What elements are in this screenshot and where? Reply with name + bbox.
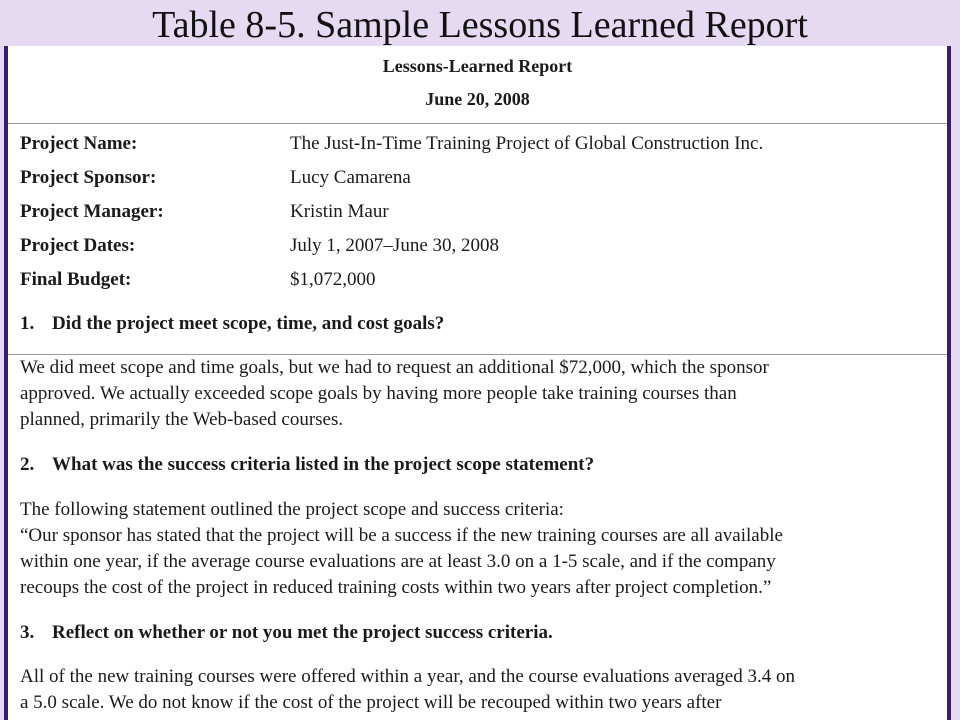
question-1-number: 1. [20,313,35,334]
answer-2-line: The following statement outlined the project scope and success criteria: [20,499,564,520]
lessons-learned-document [4,46,951,720]
answer-2 [20,497,935,601]
project-name-row [8,133,947,163]
answer-2-line: within one year, if the average course evaluations are at least 3.0 on a 1-5 scale, and if the company [20,551,776,572]
question-2-text: What was the success criteria listed in the project scope statement? [52,454,595,475]
project-dates-row [8,235,947,265]
report-title: Lessons-Learned Report [382,56,573,76]
project-manager-row [8,201,947,231]
question-2-number: 2. [20,454,35,475]
project-manager-label: Project Manager: [20,201,164,222]
project-sponsor-label: Project Sponsor: [20,167,157,188]
answer-1 [20,355,935,433]
final-budget-row [8,269,947,299]
final-budget-value: $1,072,000 [290,269,376,290]
project-manager-value: Kristin Maur [290,201,389,222]
question-3-number: 3. [20,622,35,643]
question-3-text: Reflect on whether or not you met the project success criteria. [52,622,553,643]
report-date: June 20, 2008 [425,89,530,109]
question-1-heading [20,313,444,335]
answer-2-line: recoups the cost of the project in reduced training costs within two years after project completion.” [20,577,772,598]
final-budget-label: Final Budget: [20,269,132,290]
answer-3-line: All of the new training courses were offered within a year, and the course evaluations averaged 3.4 on [20,666,795,687]
report-header [8,46,947,124]
project-dates-label: Project Dates: [20,235,136,256]
answer-1-line: approved. We actually exceeded scope goals by having more people take training courses than [20,383,737,404]
slide-title: Table 8-5. Sample Lessons Learned Report [152,4,808,46]
answer-3-line: a 5.0 scale. We do not know if the cost of the project will be recouped within two years after [20,692,722,713]
question-1-text: Did the project meet scope, time, and cost goals? [52,313,445,334]
answer-1-line: planned, primarily the Web-based courses. [20,409,344,430]
project-sponsor-value: Lucy Camarena [290,167,411,188]
project-sponsor-row [8,167,947,197]
question-2-heading [20,454,594,476]
answer-1-line: We did meet scope and time goals, but we had to request an additional $72,000, which the sponsor [20,357,769,378]
answer-2-line: “Our sponsor has stated that the project will be a success if the new training courses are all available [20,525,783,546]
project-name-label: Project Name: [20,133,138,154]
project-dates-value: July 1, 2007–June 30, 2008 [290,235,499,256]
project-name-value: The Just-In-Time Training Project of Global Construction Inc. [290,133,764,154]
question-3-heading [20,622,553,644]
answer-3 [20,664,935,716]
